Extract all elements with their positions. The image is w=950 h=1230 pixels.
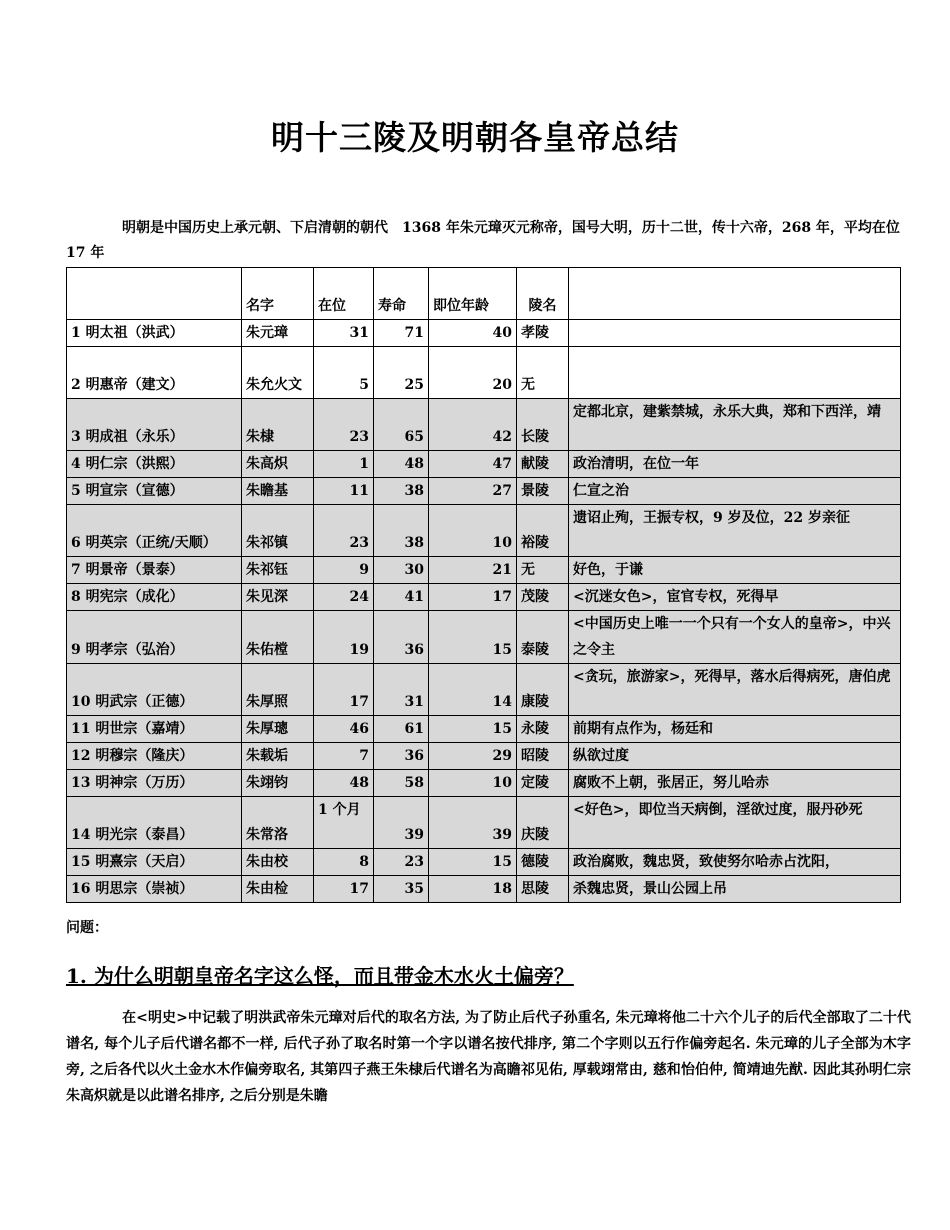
emperor-cell: 10 明武宗（正德） — [67, 664, 242, 716]
name-cell: 朱佑樘 — [242, 611, 314, 664]
accession-age-cell: 27 — [429, 478, 517, 505]
tomb-cell: 思陵 — [517, 876, 569, 903]
emperor-cell: 9 明孝宗（弘治） — [67, 611, 242, 664]
note-cell: 杀魏忠贤，景山公园上吊 — [569, 876, 901, 903]
table-row — [67, 505, 901, 557]
table-row — [67, 584, 901, 611]
emperor-cell: 7 明景帝（景泰） — [67, 557, 242, 584]
name-cell: 朱瞻基 — [242, 478, 314, 505]
table-row — [67, 743, 901, 770]
emperor-cell: 15 明熹宗（天启） — [67, 849, 242, 876]
header-cell — [67, 268, 242, 320]
lifespan-cell: 38 — [374, 505, 429, 557]
reign-cell: 17 — [314, 664, 374, 716]
tomb-cell: 无 — [517, 347, 569, 399]
note-cell: <中国历史上唯一一个只有一个女人的皇帝>，中兴之令主 — [569, 611, 901, 664]
emperor-cell: 8 明宪宗（成化） — [67, 584, 242, 611]
tomb-cell: 献陵 — [517, 451, 569, 478]
name-cell: 朱祁镇 — [242, 505, 314, 557]
emperor-cell: 2 明惠帝（建文） — [67, 347, 242, 399]
accession-age-cell: 20 — [429, 347, 517, 399]
table-row — [67, 451, 901, 478]
tomb-cell: 景陵 — [517, 478, 569, 505]
lifespan-cell: 71 — [374, 320, 429, 347]
accession-age-cell: 15 — [429, 611, 517, 664]
accession-age-cell: 17 — [429, 584, 517, 611]
name-cell: 朱高炽 — [242, 451, 314, 478]
emperor-cell: 6 明英宗（正统/天顺） — [67, 505, 242, 557]
name-cell: 朱允火文 — [242, 347, 314, 399]
accession-age-cell: 10 — [429, 505, 517, 557]
table-row — [67, 320, 901, 347]
body-paragraph — [66, 1005, 911, 1109]
note-cell: <好色>，即位当天病倒，淫欲过度，服丹砂死 — [569, 797, 901, 849]
name-cell: 朱载垢 — [242, 743, 314, 770]
header-cell: 即位年龄 — [429, 268, 517, 320]
table-row — [67, 347, 901, 399]
note-cell: 腐败不上朝，张居正，努儿哈赤 — [569, 770, 901, 797]
accession-age-cell: 42 — [429, 399, 517, 451]
accession-age-cell: 14 — [429, 664, 517, 716]
name-cell: 朱由校 — [242, 849, 314, 876]
lifespan-cell: 30 — [374, 557, 429, 584]
reign-cell: 46 — [314, 716, 374, 743]
table-row — [67, 557, 901, 584]
accession-age-cell: 47 — [429, 451, 517, 478]
accession-age-cell: 18 — [429, 876, 517, 903]
tomb-cell: 康陵 — [517, 664, 569, 716]
reign-cell: 11 — [314, 478, 374, 505]
table-row — [67, 478, 901, 505]
table-row — [67, 876, 901, 903]
header-cell: 在位 — [314, 268, 374, 320]
name-cell: 朱见深 — [242, 584, 314, 611]
reign-cell: 8 — [314, 849, 374, 876]
emperor-table — [66, 267, 901, 903]
table-row — [67, 716, 901, 743]
intro-text: 明朝是中国历史上承元朝、下启清朝的朝代 1368 年朱元璋灭元称帝，国号大明，历十二世，传十六帝，268 年，平均在位 17 年 — [66, 220, 900, 261]
note-cell: 前期有点作为，杨廷和 — [569, 716, 901, 743]
note-cell: 纵欲过度 — [569, 743, 901, 770]
table-row — [67, 611, 901, 664]
reign-cell: 24 — [314, 584, 374, 611]
accession-age-cell: 15 — [429, 849, 517, 876]
table-row — [67, 797, 901, 849]
name-cell: 朱厚璁 — [242, 716, 314, 743]
reign-cell: 23 — [314, 505, 374, 557]
name-cell: 朱祁钰 — [242, 557, 314, 584]
lifespan-cell: 25 — [374, 347, 429, 399]
emperor-cell: 13 明神宗（万历） — [67, 770, 242, 797]
question-label: 问题： — [66, 920, 108, 936]
lifespan-cell: 36 — [374, 611, 429, 664]
name-cell: 朱由检 — [242, 876, 314, 903]
page-title: 明十三陵及明朝各皇帝总结 — [271, 118, 679, 157]
tomb-cell: 庆陵 — [517, 797, 569, 849]
tomb-cell: 德陵 — [517, 849, 569, 876]
accession-age-cell: 40 — [429, 320, 517, 347]
note-cell: 政治腐败，魏忠贤，致使努尔哈赤占沈阳， — [569, 849, 901, 876]
emperor-cell: 12 明穆宗（隆庆） — [67, 743, 242, 770]
reign-cell: 48 — [314, 770, 374, 797]
reign-cell: 5 — [314, 347, 374, 399]
section-heading: 1. 为什么明朝皇帝名字这么怪，而且带金木水火土偏旁？ — [66, 964, 574, 988]
header-cell: 陵名 — [517, 268, 569, 320]
note-cell: 好色，于谦 — [569, 557, 901, 584]
accession-age-cell: 39 — [429, 797, 517, 849]
lifespan-cell: 38 — [374, 478, 429, 505]
note-cell — [569, 320, 901, 347]
tomb-cell: 昭陵 — [517, 743, 569, 770]
emperor-cell: 16 明思宗（崇祯） — [67, 876, 242, 903]
table-header-row — [67, 268, 901, 320]
emperor-cell: 1 明太祖（洪武） — [67, 320, 242, 347]
accession-age-cell: 29 — [429, 743, 517, 770]
note-cell: 政治清明，在位一年 — [569, 451, 901, 478]
emperor-cell: 5 明宣宗（宣德） — [67, 478, 242, 505]
header-cell: 名字 — [242, 268, 314, 320]
emperor-cell: 4 明仁宗（洪熙） — [67, 451, 242, 478]
lifespan-cell: 23 — [374, 849, 429, 876]
lifespan-cell: 36 — [374, 743, 429, 770]
name-cell: 朱翊钧 — [242, 770, 314, 797]
tomb-cell: 裕陵 — [517, 505, 569, 557]
accession-age-cell: 15 — [429, 716, 517, 743]
reign-cell: 31 — [314, 320, 374, 347]
tomb-cell: 永陵 — [517, 716, 569, 743]
note-cell: 仁宣之治 — [569, 478, 901, 505]
table-row — [67, 849, 901, 876]
reign-cell: 23 — [314, 399, 374, 451]
reign-cell: 7 — [314, 743, 374, 770]
table-row — [67, 664, 901, 716]
header-cell: 寿命 — [374, 268, 429, 320]
tomb-cell: 孝陵 — [517, 320, 569, 347]
name-cell: 朱元璋 — [242, 320, 314, 347]
emperor-cell: 3 明成祖（永乐） — [67, 399, 242, 451]
table-row — [67, 770, 901, 797]
tomb-cell: 无 — [517, 557, 569, 584]
reign-cell: 9 — [314, 557, 374, 584]
reign-cell: 1 个月 — [314, 797, 374, 849]
lifespan-cell: 61 — [374, 716, 429, 743]
reign-cell: 1 — [314, 451, 374, 478]
emperor-cell: 14 明光宗（泰昌） — [67, 797, 242, 849]
name-cell: 朱棣 — [242, 399, 314, 451]
note-cell: <贪玩，旅游家>，死得早，落水后得病死，唐伯虎 — [569, 664, 901, 716]
tomb-cell: 长陵 — [517, 399, 569, 451]
reign-cell: 19 — [314, 611, 374, 664]
note-cell: 定都北京，建紫禁城，永乐大典，郑和下西洋，靖 — [569, 399, 901, 451]
accession-age-cell: 21 — [429, 557, 517, 584]
lifespan-cell: 41 — [374, 584, 429, 611]
accession-age-cell: 10 — [429, 770, 517, 797]
note-cell: <沉迷女色>，宦官专权，死得早 — [569, 584, 901, 611]
reign-cell: 17 — [314, 876, 374, 903]
lifespan-cell: 48 — [374, 451, 429, 478]
lifespan-cell: 58 — [374, 770, 429, 797]
lifespan-cell: 39 — [374, 797, 429, 849]
body-text: 在<明史>中记载了明洪武帝朱元璋对后代的取名方法, 为了防止后代子孙重名, 朱元璋将他二十六个儿子的后代全部取了二十代谱名, 每个儿子后代谱名都不一样, 后代子孙了取名时第一个字以谱名按代排序, 第二个字则以五行作偏旁起名. 朱元璋的儿子全部为木字旁, 之后各代以火土金水木作偏旁取名, 其第四子燕王朱棣后代谱名为高瞻祁见佑, 厚载翊常由, 慈和怡伯仲, 简靖迪先猷. 因此其孙明仁宗朱高炽就是以此谱名排序, 之后分别是朱瞻 — [66, 1010, 911, 1104]
intro-paragraph — [66, 216, 914, 266]
lifespan-cell: 35 — [374, 876, 429, 903]
name-cell: 朱常洛 — [242, 797, 314, 849]
lifespan-cell: 31 — [374, 664, 429, 716]
tomb-cell: 泰陵 — [517, 611, 569, 664]
name-cell: 朱厚照 — [242, 664, 314, 716]
header-cell — [569, 268, 901, 320]
note-cell — [569, 347, 901, 399]
emperor-cell: 11 明世宗（嘉靖） — [67, 716, 242, 743]
lifespan-cell: 65 — [374, 399, 429, 451]
table-row — [67, 399, 901, 451]
note-cell: 遗诏止殉，王振专权，9 岁及位，22 岁亲征 — [569, 505, 901, 557]
tomb-cell: 茂陵 — [517, 584, 569, 611]
tomb-cell: 定陵 — [517, 770, 569, 797]
